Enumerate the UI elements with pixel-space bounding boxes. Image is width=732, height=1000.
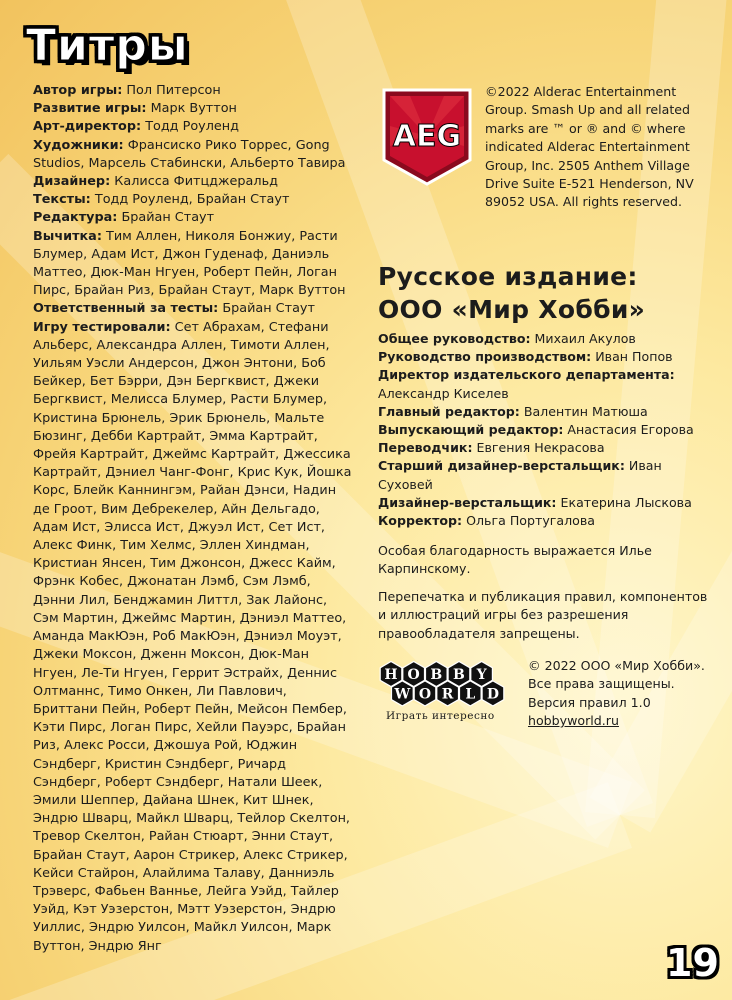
credit-names: Евгения Некрасова bbox=[476, 440, 605, 456]
credit-role: Переводчик: bbox=[378, 440, 473, 456]
logo-letter: B bbox=[453, 667, 465, 683]
credit-role: Ответственный за тесты: bbox=[33, 301, 219, 317]
credit-role: Выпускающий редактор: bbox=[378, 422, 564, 438]
logo-letter: B bbox=[430, 667, 443, 683]
credits-list bbox=[33, 82, 355, 956]
credit-role: Руководство производством: bbox=[378, 349, 592, 365]
credit-names: Екатерина Лыскова bbox=[560, 494, 692, 510]
website-link[interactable]: hobbyworld.ru bbox=[528, 713, 619, 729]
logo-letter: O bbox=[418, 686, 432, 703]
credit-entry bbox=[33, 209, 355, 227]
credit-entry bbox=[33, 319, 355, 956]
credit-role: Вычитка: bbox=[33, 228, 102, 244]
credit-entry bbox=[33, 191, 355, 209]
credit-role: Развитие игры: bbox=[33, 101, 147, 117]
credit-names: Брайан Стаут bbox=[222, 301, 315, 317]
credit-entry bbox=[33, 82, 355, 100]
credit-entry bbox=[378, 457, 718, 493]
page-number: 19 bbox=[666, 941, 719, 985]
credit-role: Директор издательского департамента: bbox=[378, 367, 675, 383]
logo-letter: H bbox=[384, 667, 398, 683]
logo-letter: Y bbox=[476, 667, 487, 683]
credit-names: Калисса Фитцджеральд bbox=[114, 174, 278, 190]
russian-edition-title bbox=[378, 260, 718, 326]
credit-entry bbox=[378, 439, 718, 457]
credit-names: Марк Вуттон bbox=[150, 101, 237, 117]
credit-entry bbox=[33, 300, 355, 318]
legal-notice: Перепечатка и публикация правил, компонентов и иллюстраций игры без разрешения правообладателя запрещены. bbox=[378, 589, 708, 641]
credit-entry bbox=[33, 228, 355, 301]
credit-names: Тодд Роуленд bbox=[145, 119, 239, 135]
russian-credits-list bbox=[378, 330, 718, 530]
credit-role: Редактура: bbox=[33, 210, 118, 226]
hobby-world-tagline: Играть интересно bbox=[386, 710, 495, 722]
credit-names: Тим Аллен, Николя Бонжиу, Расти Блумер, Адам Ист, Джон Гуденаф, Даниэль Маттео, Дюк-Ман Нгуен, Роберт Пейн, Логан Пирс, Брайан Риз, Брайан Стаут, Марк Вуттон bbox=[33, 228, 346, 299]
credit-entry bbox=[33, 137, 355, 173]
credit-names: Иван Попов bbox=[595, 349, 673, 365]
page-title: Титры bbox=[26, 20, 189, 71]
credit-names: Пол Питерсон bbox=[126, 83, 221, 98]
aeg-copyright: ©2022 Alderac Entertainment Group. Smash Up and all related marks are ™ or ® and © where indicated Alderac Entertainment Group, Inc. 2505 Anthem Village Drive Suite E-521 Henderson, NV 89052 USA. All rights reserved. bbox=[485, 84, 694, 210]
logo-letter: L bbox=[465, 686, 476, 703]
credit-role: Дизайнер: bbox=[33, 174, 111, 190]
credit-role: Художники: bbox=[33, 137, 124, 153]
russian-edition-title-line2: ООО «Мир Хобби» bbox=[378, 295, 646, 324]
credit-names: Тодд Роуленд, Брайан Стаут bbox=[94, 192, 290, 208]
special-thanks: Особая благодарность выражается Илье Карпинскому. bbox=[378, 543, 652, 577]
credit-names: Иван Суховей bbox=[378, 458, 662, 492]
credit-role: Главный редактор: bbox=[378, 403, 520, 419]
credit-names: Франсиско Рико Торрес, Gong Studios, Марсель Стабински, Альберто Тавира bbox=[33, 137, 346, 171]
logo-letter: O bbox=[407, 667, 420, 683]
hobby-world-info bbox=[528, 657, 718, 731]
aeg-logo bbox=[380, 86, 474, 188]
hobby-world-rights: Все права защищены. bbox=[528, 676, 675, 692]
credit-entry bbox=[378, 403, 718, 421]
credit-role: Арт-директор: bbox=[33, 119, 142, 135]
credit-entry bbox=[378, 348, 718, 366]
credit-names: Михаил Акулов bbox=[534, 331, 636, 346]
russian-edition-title-line1: Русское издание: bbox=[378, 262, 638, 291]
credit-role: Общее руководство: bbox=[378, 331, 531, 346]
credit-role: Дизайнер-верстальщик: bbox=[378, 494, 557, 510]
rules-version: Версия правил 1.0 bbox=[528, 694, 651, 710]
logo-letter: W bbox=[394, 686, 411, 703]
credit-entry bbox=[33, 173, 355, 191]
credit-names: Александр Киселев bbox=[378, 385, 509, 401]
credit-role: Игру тестировали: bbox=[33, 319, 171, 335]
hobby-world-copyright: © 2022 ООО «Мир Хобби». bbox=[528, 658, 705, 673]
credit-entry bbox=[378, 366, 718, 402]
credit-names: Ольга Португалова bbox=[466, 513, 596, 529]
logo-letter: D bbox=[486, 686, 499, 703]
credit-names: Сет Абрахам, Стефани Альберс, Александра Аллен, Тимоти Аллен, Уильям Уэсли Андерсон, Джон Энтони, Боб Бейкер, Бет Бэрри, Дэн Бергквист, Джеки Бергквист, Мелисса Блумер, Расти Блумер, Кристина Брюнель, Эрик Брюнель, Мальте Бюзинг, Дебби Картрайт, Эмма Картрайт, Фрейя Картрайт, Джеймс Картрайт, Джессика Картрайт, Дэниел Чанг-Фонг, Крис Кук, Йошка Корс, Блейк Каннингэм, Райан Дэнси, Надин де Гроот, Вим Дебрекелер, Айн Дельгадо, Адам Ист, Элисса Ист, Джуэл Ист, Сет Ист, Алекс Финк, Тим Хелмс, Эллен Хиндман, Кристиан Янсен, Тим Джонсон, Джесс Кайм, Фрэнк Кобес, Джонатан Лэмб, Сэм Лэмб, Дэнни Лил, Бенджамин Литтл, Зак Лайонс, Сэм Мартин, Джеймс Мартин, Дэниэл Маттео, Аманда МакЮэн, Роб МакЮэн, Дэниэл Моуэт, Джеки Моксон, Дженн Моксон, Дюк-Ман Нгуен, Ле-Ти Нгуен, Геррит Эстрайх, Деннис Олтманнс, Тимо Онкен, Ли Павлович, Бриттани Пейн, Роберт Пейн, Мейсон Пембер, Кэти Пирс, Логан Пирс, Хейли Пауэрс, Брайан Риз, Алекс Росси, Джошуа Рой, Юджин Сэндберг, Кристин Сэндберг, Ричард Сэндберг, Роберт Сэндберг, Натали Шеек, Эмили Шеппер, Дайана Шнек, Кит Шнек, Эндрю Шварц, Майкл Шварц, Тейлор Скелтон, Тревор Скелтон, Райан Стюарт, Энни Стаут, Брайан Стаут, Аарон Стрикер, Алекс Стрикер, Кейси Стайрон, Алайлима Талаву, Данниэль Трэверс, Фабьен Ваннье, Лейга Уэйд, Тайлер Уэйд, Кэт Уэзерстон, Мэтт Уэзерстон, Эндрю Уиллис, Эндрю Уилсон, Майкл Уилсон, Марк Вуттон, Эндрю Янг bbox=[33, 319, 352, 954]
credit-role: Тексты: bbox=[33, 192, 91, 208]
aeg-logo-text: AEG bbox=[392, 119, 462, 154]
logo-letter: R bbox=[441, 686, 454, 703]
credit-entry bbox=[33, 118, 355, 136]
credit-entry bbox=[378, 330, 718, 348]
credit-entry bbox=[378, 512, 718, 530]
credit-role: Автор игры: bbox=[33, 83, 123, 98]
credit-names: Брайан Стаут bbox=[121, 210, 215, 226]
credit-entry bbox=[378, 494, 718, 512]
credit-names: Валентин Матюша bbox=[523, 403, 648, 419]
credit-entry bbox=[33, 100, 355, 118]
credit-role: Корректор: bbox=[378, 513, 463, 529]
credit-names: Анастасия Егорова bbox=[567, 422, 694, 438]
credit-role: Старший дизайнер-верстальщик: bbox=[378, 458, 625, 474]
credit-entry bbox=[378, 421, 718, 439]
